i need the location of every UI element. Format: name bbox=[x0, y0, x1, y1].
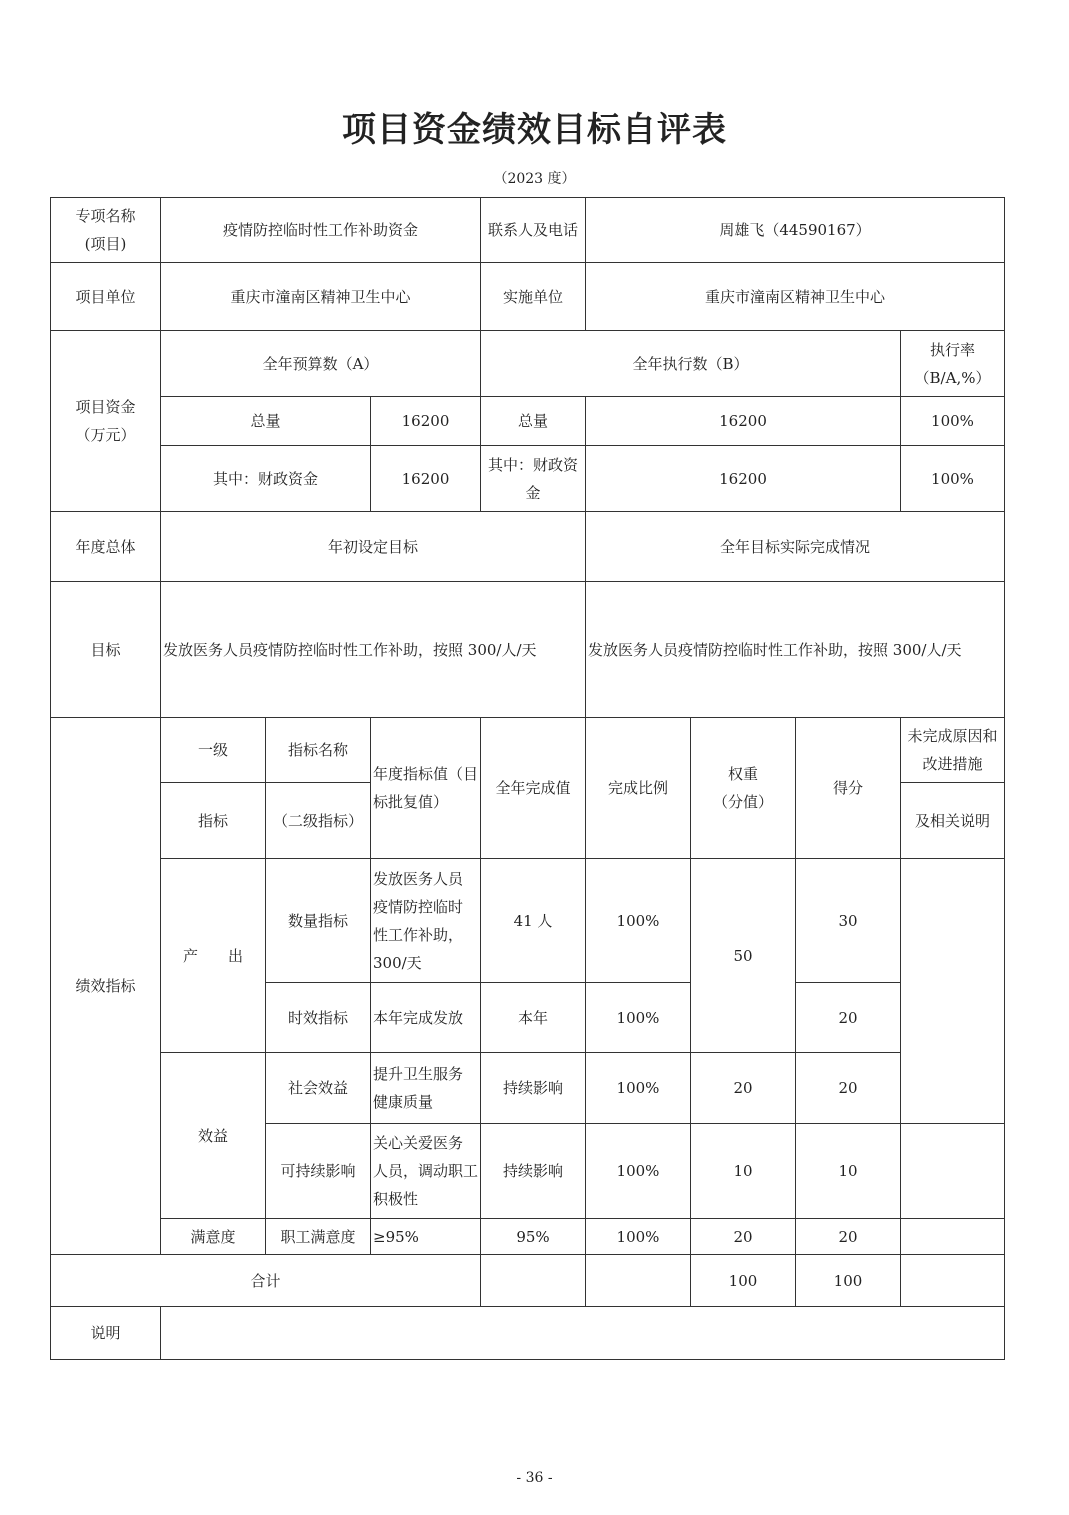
indicator-score-text: 10 bbox=[838, 1162, 858, 1180]
reason-cell bbox=[900, 1123, 1005, 1219]
total-rate bbox=[900, 396, 1005, 446]
indicator-target-text: 发放医务人员 疫情防控临时 性工作补助， 300/天 bbox=[373, 869, 464, 972]
fiscal-budget-text: 16200 bbox=[401, 469, 450, 488]
contact-label-text: 联系人及电话 bbox=[487, 221, 578, 239]
set-goal-header-text: 年初设定目标 bbox=[327, 537, 418, 556]
indicators-label bbox=[50, 717, 161, 1255]
impl-label bbox=[480, 262, 586, 331]
indicator-actual bbox=[480, 982, 586, 1053]
indicator-ratio bbox=[585, 1123, 691, 1219]
header-reason-b-text: 及相关说明 bbox=[914, 811, 990, 830]
indicator-name bbox=[265, 982, 371, 1053]
header-reason-b bbox=[900, 782, 1005, 859]
header-name-b-text: （二级指标） bbox=[272, 811, 363, 830]
indicator-score-text: 20 bbox=[838, 1008, 858, 1027]
indicator-target bbox=[370, 1123, 481, 1219]
header-target-text: 年度指标值（目 标批复值） bbox=[373, 765, 479, 811]
contact-value bbox=[585, 197, 1005, 263]
indicator-actual-text: 本年 bbox=[517, 1008, 548, 1027]
unit-value-text: 重庆市潼南区精神卫生中心 bbox=[230, 287, 411, 306]
indicator-actual bbox=[480, 1218, 586, 1255]
benefit-label-text: 效益 bbox=[197, 1126, 228, 1145]
funds-label bbox=[50, 330, 161, 512]
header-weight-text: 权重 （分值） bbox=[712, 765, 773, 811]
satisfaction-label-text: 满意度 bbox=[190, 1227, 236, 1246]
indicator-target bbox=[370, 1052, 481, 1124]
header-target bbox=[370, 717, 481, 859]
fiscal-budget bbox=[370, 445, 481, 512]
indicator-score bbox=[795, 1123, 901, 1219]
set-goal-text-text: 发放医务人员疫情防控临时性工作补助，按照 300/人/天 bbox=[163, 640, 537, 659]
total-actual bbox=[480, 1254, 586, 1307]
header-level1-text: 一级 bbox=[197, 741, 228, 759]
page-number: - 36 - bbox=[516, 1470, 553, 1486]
total-score bbox=[795, 1254, 901, 1307]
header-name-b bbox=[265, 782, 371, 859]
indicator-ratio-text: 100% bbox=[616, 1008, 660, 1027]
indicator-score bbox=[795, 1052, 901, 1124]
total-label-text: 总量 bbox=[250, 412, 281, 430]
fiscal-label bbox=[160, 445, 371, 512]
indicator-weight bbox=[690, 1052, 796, 1124]
reason-cell bbox=[900, 858, 1005, 1124]
header-actual-text: 全年完成值 bbox=[495, 779, 571, 797]
page-title: 项目资金绩效目标自评表 bbox=[342, 110, 727, 150]
project-name bbox=[160, 197, 481, 263]
indicator-weight bbox=[690, 1123, 796, 1219]
indicator-weight-text: 10 bbox=[733, 1162, 753, 1180]
total-weight-text: 100 bbox=[728, 1271, 758, 1290]
total-rate-text: 100% bbox=[931, 412, 974, 430]
impl-value-text: 重庆市潼南区精神卫生中心 bbox=[704, 287, 885, 306]
header-ratio bbox=[585, 717, 691, 859]
indicator-target-text: ≥95% bbox=[373, 1227, 419, 1246]
reason-cell bbox=[900, 1218, 1005, 1255]
total-row-label bbox=[50, 1254, 481, 1307]
header-ratio-text: 完成比例 bbox=[607, 779, 668, 797]
indicator-name-text: 职工满意度 bbox=[280, 1227, 356, 1246]
total-exec-label bbox=[480, 396, 586, 446]
indicator-ratio bbox=[585, 1218, 691, 1255]
total-reason bbox=[900, 1254, 1005, 1307]
project-name-label bbox=[50, 197, 161, 263]
indicator-actual-text: 持续影响 bbox=[502, 1162, 563, 1180]
indicator-name-text: 时效指标 bbox=[287, 1008, 348, 1027]
indicator-weight bbox=[690, 1218, 796, 1255]
indicator-target bbox=[370, 1218, 481, 1255]
total-budget-text: 16200 bbox=[401, 412, 450, 430]
notes-value bbox=[160, 1306, 1005, 1360]
indicator-ratio bbox=[585, 982, 691, 1053]
indicator-ratio bbox=[585, 858, 691, 983]
actual-goal-header-text: 全年目标实际完成情况 bbox=[719, 537, 870, 556]
fiscal-exec-label-text: 其中：财政资 金 bbox=[487, 455, 578, 502]
total-exec-text: 16200 bbox=[719, 412, 767, 430]
indicator-actual-text: 持续影响 bbox=[502, 1079, 563, 1097]
indicators-label-text: 绩效指标 bbox=[75, 977, 136, 995]
header-level1-b-text: 指标 bbox=[197, 811, 228, 830]
project-name-text: 疫情防控临时性工作补助资金 bbox=[222, 221, 418, 239]
indicator-name bbox=[265, 1218, 371, 1255]
indicator-name bbox=[265, 1052, 371, 1124]
indicator-target-text: 提升卫生服务 健康质量 bbox=[373, 1065, 464, 1111]
fiscal-exec bbox=[585, 445, 901, 512]
header-level1 bbox=[160, 717, 266, 783]
contact-label bbox=[480, 197, 586, 263]
header-reason bbox=[900, 717, 1005, 783]
actual-goal-text bbox=[585, 581, 1005, 718]
total-budget bbox=[370, 396, 481, 446]
header-score-text: 得分 bbox=[832, 779, 863, 797]
indicator-name bbox=[265, 1123, 371, 1219]
actual-goal-text-text: 发放医务人员疫情防控临时性工作补助，按照 300/人/天 bbox=[588, 640, 962, 659]
indicator-ratio-text: 100% bbox=[616, 1227, 660, 1246]
output-label-text: 产 出 bbox=[182, 946, 243, 965]
total-score-text: 100 bbox=[833, 1271, 863, 1290]
indicator-score bbox=[795, 982, 901, 1053]
indicator-weight-text: 20 bbox=[733, 1079, 753, 1097]
indicator-actual-text: 95% bbox=[516, 1227, 550, 1246]
indicator-ratio-text: 100% bbox=[616, 1079, 660, 1097]
indicator-target-text: 本年完成发放 bbox=[373, 1008, 464, 1027]
project-name-label-text: 专项名称 (项目) bbox=[75, 207, 136, 253]
indicator-target bbox=[370, 982, 481, 1053]
target-label-text: 目标 bbox=[90, 640, 121, 659]
rate-header-text: 执行率 （B/A,%） bbox=[914, 340, 991, 387]
funds-label-text: 项目资金 （万元） bbox=[75, 398, 136, 444]
satisfaction-label bbox=[160, 1218, 266, 1255]
notes-label-text: 说明 bbox=[90, 1324, 121, 1342]
indicator-ratio bbox=[585, 1052, 691, 1124]
indicator-score bbox=[795, 1218, 901, 1255]
output-label bbox=[160, 858, 266, 1053]
indicator-actual bbox=[480, 858, 586, 983]
indicator-score-text: 30 bbox=[838, 911, 858, 930]
exec-header bbox=[480, 330, 901, 397]
exec-header-text: 全年执行数（B） bbox=[632, 354, 749, 373]
budget-header-text: 全年预算数（A） bbox=[262, 354, 379, 373]
header-actual bbox=[480, 717, 586, 859]
indicator-name-text: 数量指标 bbox=[287, 911, 348, 930]
benefit-label bbox=[160, 1052, 266, 1219]
set-goal-header bbox=[160, 511, 586, 582]
indicator-score bbox=[795, 858, 901, 983]
indicator-target bbox=[370, 858, 481, 983]
total-label bbox=[160, 396, 371, 446]
notes-label bbox=[50, 1306, 161, 1360]
budget-header bbox=[160, 330, 481, 397]
indicator-actual bbox=[480, 1052, 586, 1124]
total-exec-label-text: 总量 bbox=[517, 412, 548, 430]
fiscal-exec-label bbox=[480, 445, 586, 512]
indicator-score-text: 20 bbox=[838, 1079, 858, 1097]
header-name-text: 指标名称 bbox=[287, 741, 348, 759]
output-weight bbox=[690, 858, 796, 1053]
impl-label-text: 实施单位 bbox=[502, 287, 563, 306]
total-weight bbox=[690, 1254, 796, 1307]
indicator-score-text: 20 bbox=[838, 1227, 858, 1246]
impl-value bbox=[585, 262, 1005, 331]
target-label bbox=[50, 581, 161, 718]
indicator-weight-text: 20 bbox=[733, 1227, 753, 1246]
total-ratio bbox=[585, 1254, 691, 1307]
fiscal-exec-text: 16200 bbox=[719, 469, 767, 488]
indicator-name bbox=[265, 858, 371, 983]
header-reason-text: 未完成原因和 改进措施 bbox=[907, 727, 998, 773]
unit-label bbox=[50, 262, 161, 331]
indicator-ratio-text: 100% bbox=[616, 1162, 660, 1180]
output-weight-text: 50 bbox=[733, 946, 753, 965]
total-exec bbox=[585, 396, 901, 446]
header-level1-b bbox=[160, 782, 266, 859]
indicator-actual-text: 41 人 bbox=[513, 911, 553, 930]
year-subtitle: （2023 度） bbox=[493, 171, 576, 187]
set-goal-text bbox=[160, 581, 586, 718]
indicator-actual bbox=[480, 1123, 586, 1219]
contact-value-text: 周雄飞（44590167） bbox=[719, 221, 871, 239]
overall-label bbox=[50, 511, 161, 582]
unit-label-text: 项目单位 bbox=[75, 287, 136, 306]
indicator-ratio-text: 100% bbox=[616, 911, 660, 930]
header-weight bbox=[690, 717, 796, 859]
fiscal-rate bbox=[900, 445, 1005, 512]
rate-header bbox=[900, 330, 1005, 397]
fiscal-label-text: 其中：财政资金 bbox=[212, 469, 318, 488]
header-name bbox=[265, 717, 371, 783]
indicator-name-text: 可持续影响 bbox=[280, 1162, 356, 1180]
total-row-label-text: 合计 bbox=[250, 1271, 281, 1290]
overall-label-text: 年度总体 bbox=[75, 537, 136, 556]
indicator-target-text: 关心关爱医务 人员，调动职工 积极性 bbox=[373, 1134, 479, 1208]
fiscal-rate-text: 100% bbox=[931, 469, 974, 488]
actual-goal-header bbox=[585, 511, 1005, 582]
header-score bbox=[795, 717, 901, 859]
unit-value bbox=[160, 262, 481, 331]
indicator-name-text: 社会效益 bbox=[287, 1079, 348, 1097]
